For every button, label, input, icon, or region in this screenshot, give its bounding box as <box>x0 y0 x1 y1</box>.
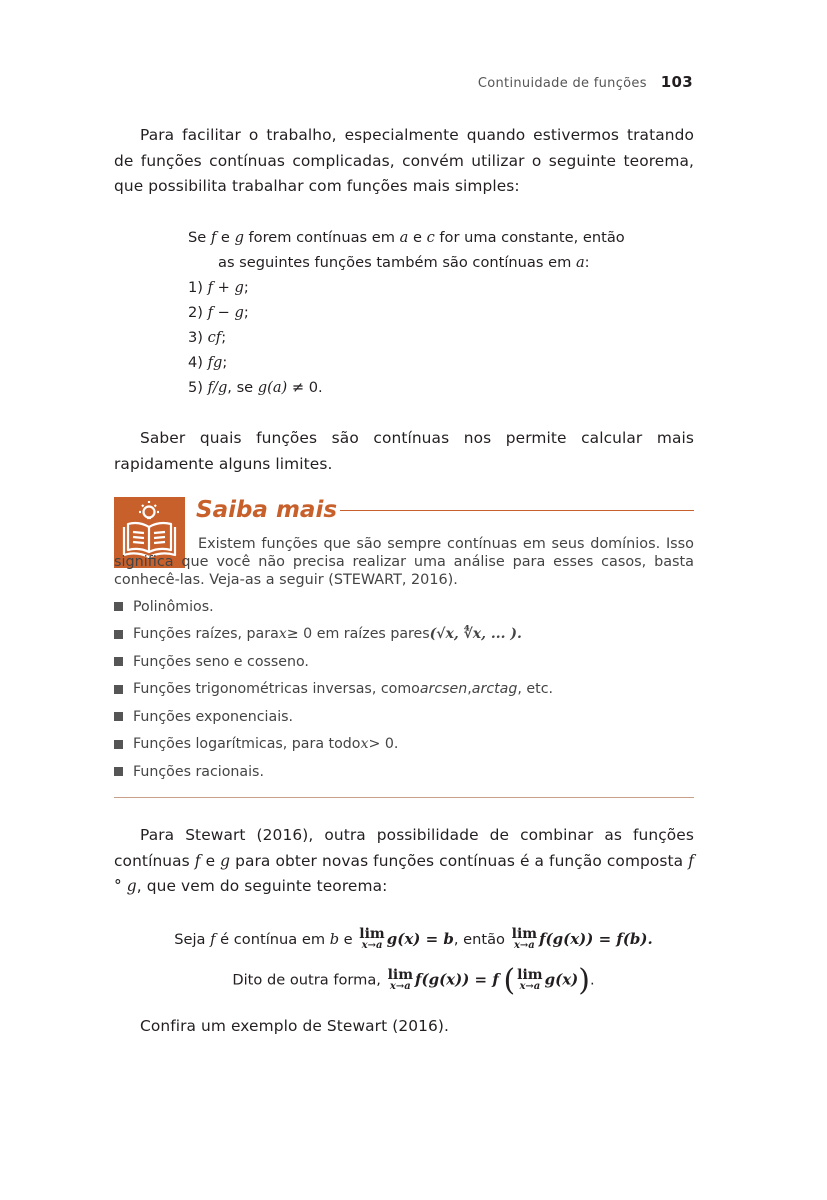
paragraph-composition: Para Stewart (2016), outra possibilidade de combinar as funções contínuas f e g para obter novas funções contínuas é a função composta f ° g, que vem do seguinte teorema: <box>114 826 695 895</box>
bullet-square-icon <box>114 630 123 639</box>
limit-operator: lim x→a <box>511 926 538 951</box>
bullet-square-icon <box>114 685 123 694</box>
paragraph-limits: Saber quais funções são contínuas nos permite calcular mais rapidamente alguns limites. <box>114 429 694 473</box>
theorem-item: 1) f + g; <box>188 279 249 296</box>
bullet-square-icon <box>114 767 123 776</box>
theorem-line-2: as seguintes funções também são contínuas em a: <box>218 254 590 271</box>
bullet-square-icon <box>114 740 123 749</box>
page-number: 103 <box>660 73 693 91</box>
running-header <box>478 73 693 91</box>
composition-alt-formula: Dito de outra forma, lim x→a f(g(x)) = f ( lim x→a g(x)). <box>232 963 595 998</box>
box-bottom-divider <box>114 797 694 798</box>
title-divider <box>340 510 694 511</box>
list-item: Funções exponenciais. <box>114 703 553 731</box>
composition-theorem-formula: Seja f é contínua em b e lim x→a g(x) = b, então lim x→a f(g(x)) = f(b). <box>174 926 653 951</box>
bullet-square-icon <box>114 712 123 721</box>
bullet-square-icon <box>114 602 123 611</box>
theorem-item: 2) f − g; <box>188 304 249 321</box>
limit-operator: lim x→a <box>517 966 543 992</box>
running-title: Continuidade de funções <box>477 76 647 91</box>
limit-operator: lim x→a <box>359 926 385 951</box>
paragraph-example: Confira um exemplo de Stewart (2016). <box>140 1017 449 1035</box>
list-item: Polinômios. <box>114 593 553 621</box>
list-item: Funções raízes, para x ≥ 0 em raízes pares (√x, ∜x, ... ). <box>114 621 553 649</box>
bullet-square-icon <box>114 657 123 666</box>
theorem-line-1: Se f e g forem contínuas em a e c for uma constante, então <box>188 229 625 246</box>
continuous-functions-list <box>114 593 553 786</box>
theorem-item: 5) f/g, se g(a) ≠ 0. <box>188 379 323 396</box>
continuity-theorem <box>188 225 625 400</box>
saiba-mais-intro: Existem funções que são sempre contínuas em seus domínios. Isso significa que você não precisa realizar uma análise para esses casos, basta conhecê-las. Veja-as a seguir (STEWART, 2016). <box>114 536 694 588</box>
paragraph-intro: Para facilitar o trabalho, especialmente quando estivermos tratando de funções contínuas complicadas, convém utilizar o seguinte teorema, que possibilita trabalhar com funções mais simples: <box>114 126 694 195</box>
saiba-mais-title: Saiba mais <box>196 497 338 523</box>
list-item: Funções racionais. <box>114 758 553 786</box>
theorem-item: 3) cf; <box>188 329 227 346</box>
limit-operator: lim x→a <box>387 966 414 992</box>
theorem-item: 4) fg; <box>188 354 228 371</box>
list-item: Funções trigonométricas inversas, como arcsen , arctag , etc. <box>114 676 553 704</box>
list-item: Funções seno e cosseno. <box>114 648 553 676</box>
list-item: Funções logarítmicas, para todo x > 0. <box>114 731 553 759</box>
